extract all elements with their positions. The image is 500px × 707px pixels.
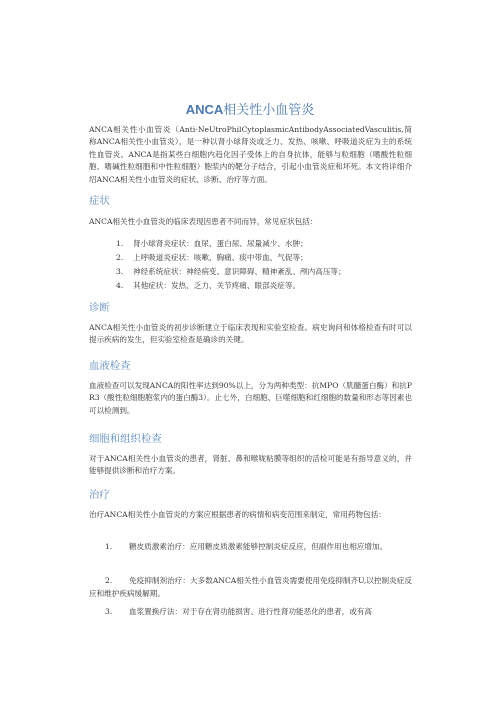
treatment-lead: 治疗ANCA相关性小血管炎的方案应根据患者的病情和病变范围来制定，常用药物包括：: [89, 510, 386, 519]
symptoms-heading: 症状: [89, 195, 110, 207]
blood-test-paragraph: 血液检查可以发现ANCA的阳性率达到90%以上，分为两种类型：抗MPO（肌髓蛋白酶）和抗PR3（酸性粒细胞胞浆内的蛋白酶3）。止七外，白细胞、巨噬细胞和红细胞的数量和形态等因素也可以检测到。: [89, 381, 412, 415]
document-title: [0, 99, 500, 118]
list-item: 4. 其他症状：发热、乏力、关节疼痛、眼部炎症等。: [116, 281, 301, 290]
list-item: 1. 肾小球肾炎症状：血尿、蛋白尿、尿量减少、水肿；: [116, 239, 308, 248]
list-item: 3. 神经系统症状：神经病变、意识障碍、精神紊乱、颅内高压等；: [116, 267, 346, 276]
tissue-test-heading: 细胞和组织检查: [89, 433, 162, 445]
title-rest: 相关性小血管炎: [223, 102, 315, 117]
treatment-heading: 治疗: [89, 489, 110, 501]
tissue-test-paragraph: 对于ANCA相关性小血管炎的患者，肾脏、鼻和喉咙粘膜等组织的活检可能是有指导意义的，并能够提供诊断和治疗方案。: [89, 454, 412, 476]
intro-paragraph: ANCA相关性小血管炎（Anti-NeUtroPhilCytoplasmicAntibodyAssociatedVasculitis,简称ANCA相关性小血管炎），是一种以肾小球肾炎或乏力、发热、咳嗽、呼吸道炎症为主的系统性血管炎。ANCA是指某些白细胞内趋化因子受体上的自身抗体，能够与粒细胞（嗜酸性粒细胞、嗜碱性粒细胞和中性粒细胞）胞浆内的靶分子结合，引起小血管炎症和坏死。本文将详细介绍ANCA相关性小血管炎的症状、诊断、治疗等方面。: [89, 125, 412, 184]
diagnosis-paragraph: ANCA相关性小血管炎的初步诊断建立于临床表现和实验室检查。病史询问和体格检查有时可以提示疾病的发生，但实验室检查是确诊的关键。: [89, 323, 412, 345]
list-item: 1. 糖皮质激素治疗：应用糖皮质激素能够控制炎症反应，但副作用也相应增加。: [105, 542, 388, 551]
list-item: 2. 上呼吸道炎症状：咳嗽、胸痛、痰中带血、气促等；: [116, 253, 308, 262]
blood-test-heading: 血液检查: [89, 360, 131, 372]
list-item: 2. 免疫抑制剂治疗：大多数ANCA相关性小血管炎需要使用免疫抑制齐U,以控制炎症反应和维护疾病缓解期。: [89, 576, 412, 599]
title-prefix: ANCA: [185, 102, 224, 117]
diagnosis-heading: 诊断: [89, 302, 110, 314]
symptoms-lead: ANCA相关性小血管炎的临床表现因患者不同而异，常见症状包括：: [89, 217, 318, 226]
list-item: 3. 血浆置换疗法：对于存在肾功能损害、进行性肾功能恶化的患者，或有高: [105, 607, 372, 616]
